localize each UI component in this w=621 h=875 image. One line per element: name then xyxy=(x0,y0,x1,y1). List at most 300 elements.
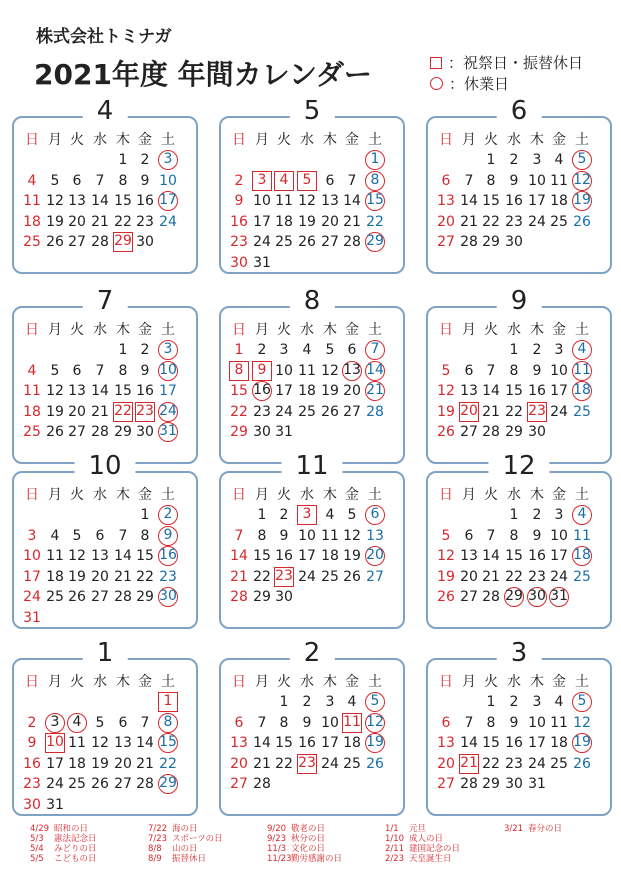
month-label: 11 xyxy=(281,451,342,481)
day-cell: 1 xyxy=(486,694,496,710)
day-cell: 8 xyxy=(279,714,289,731)
day-cell: 6 xyxy=(347,342,357,358)
day-cell: 19 xyxy=(298,213,316,230)
day-cell: 24 xyxy=(275,403,293,420)
day-cell: 1 xyxy=(486,152,496,168)
weekday-label: 月 xyxy=(462,487,476,503)
weekday-label: 日 xyxy=(439,132,453,148)
day-cell: 4 xyxy=(347,694,357,710)
day-cell: 25 xyxy=(573,403,591,420)
day-cell: 16 xyxy=(528,383,546,400)
day-cell: 21 xyxy=(114,568,132,585)
day-cell: 3 xyxy=(27,527,37,544)
day-cell: 25 xyxy=(550,213,568,230)
day-cell: 2 xyxy=(279,507,289,523)
holiday-name: こどもの日 xyxy=(54,854,97,864)
day-cell: 14 xyxy=(136,735,154,752)
day-cell: 9 xyxy=(509,714,519,731)
holiday-list-item xyxy=(30,834,97,844)
holiday-name: 憲法記念日 xyxy=(54,834,97,844)
holiday-name: 敬老の日 xyxy=(291,824,326,834)
day-cell: 25 xyxy=(23,234,41,251)
day-cell: 2 xyxy=(302,694,312,710)
day-cell: 17 xyxy=(253,213,271,230)
day-cell: 26 xyxy=(298,234,316,251)
day-cell: 5 xyxy=(441,362,451,379)
day-cell-company-holiday: 3 xyxy=(158,340,178,360)
weekday-label: 水 xyxy=(507,487,521,503)
day-cell: 7 xyxy=(118,527,128,544)
day-cell: 18 xyxy=(298,383,316,400)
weekday-label: 土 xyxy=(368,674,382,690)
day-cell: 26 xyxy=(46,234,64,251)
day-cell: 22 xyxy=(253,568,271,585)
day-cell: 8 xyxy=(140,527,150,544)
day-cell: 10 xyxy=(321,714,339,731)
holiday-name: 文化の日 xyxy=(291,844,326,854)
day-cell-national-holiday: 22 xyxy=(113,402,133,422)
day-cell-company-holiday: 9 xyxy=(158,526,178,546)
day-cell: 24 xyxy=(550,568,568,585)
month-6 xyxy=(12,451,198,629)
day-cell: 6 xyxy=(234,714,244,731)
day-cell: 18 xyxy=(46,568,64,585)
day-cell-national-holiday: 23 xyxy=(527,402,547,422)
holiday-list-item xyxy=(30,844,97,854)
holiday-list-item xyxy=(30,824,97,834)
month-label: 5 xyxy=(290,96,335,126)
day-cell-company-holiday: 19 xyxy=(572,191,592,211)
day-cell: 11 xyxy=(550,172,568,189)
day-cell: 25 xyxy=(298,403,316,420)
day-cell: 19 xyxy=(437,568,455,585)
day-cell: 27 xyxy=(91,589,109,606)
day-cell: 16 xyxy=(528,548,546,565)
holiday-list-item xyxy=(385,844,460,854)
day-cell-company-holiday: 10 xyxy=(158,361,178,381)
day-cell: 17 xyxy=(23,568,41,585)
day-cell: 2 xyxy=(234,172,244,189)
day-cell-company-holiday: 8 xyxy=(158,713,178,733)
weekday-label: 水 xyxy=(507,132,521,148)
day-cell: 2 xyxy=(509,694,519,710)
day-cell: 27 xyxy=(437,234,455,251)
weekday-label: 水 xyxy=(507,674,521,690)
weekday-label: 木 xyxy=(323,674,337,690)
day-cell: 22 xyxy=(482,755,500,772)
weekday-label: 火 xyxy=(70,132,84,148)
day-cell: 1 xyxy=(234,342,244,358)
day-cell: 21 xyxy=(253,755,271,772)
day-cell-company-holiday: 16 xyxy=(158,546,178,566)
day-cell-company-holiday: 31 xyxy=(549,587,569,607)
weekday-label: 月 xyxy=(462,674,476,690)
day-cell: 27 xyxy=(460,424,478,441)
weekday-label: 日 xyxy=(439,674,453,690)
day-cell: 1 xyxy=(509,507,519,523)
day-cell: 16 xyxy=(136,383,154,400)
day-cell: 10 xyxy=(528,172,546,189)
weekday-label: 月 xyxy=(48,674,62,690)
month-8 xyxy=(426,451,612,629)
day-cell: 10 xyxy=(550,527,568,544)
day-cell: 29 xyxy=(136,589,154,606)
day-cell: 16 xyxy=(298,735,316,752)
weekday-label: 金 xyxy=(138,322,152,338)
weekday-label: 火 xyxy=(484,487,498,503)
holiday-name: 振替休日 xyxy=(172,854,207,864)
holiday-name: スポーツの日 xyxy=(172,834,223,844)
day-cell: 11 xyxy=(573,527,591,544)
weekday-label: 火 xyxy=(484,674,498,690)
day-cell: 6 xyxy=(441,172,451,189)
holiday-list xyxy=(30,824,610,870)
day-cell: 29 xyxy=(230,424,248,441)
day-cell: 31 xyxy=(275,424,293,441)
day-cell: 3 xyxy=(554,342,564,358)
month-label: 12 xyxy=(488,451,549,481)
day-cell: 28 xyxy=(136,776,154,793)
day-cell: 23 xyxy=(23,776,41,793)
day-cell: 25 xyxy=(321,568,339,585)
company-name: 株式会社トミナガ xyxy=(36,27,172,47)
day-cell: 29 xyxy=(482,776,500,793)
day-cell: 25 xyxy=(68,776,86,793)
day-cell: 26 xyxy=(366,755,384,772)
day-cell: 22 xyxy=(114,213,132,230)
month-5 xyxy=(426,286,612,464)
day-cell: 1 xyxy=(257,507,267,523)
holiday-list-column xyxy=(148,824,223,864)
month-10 xyxy=(219,638,405,816)
weekday-label: 月 xyxy=(48,322,62,338)
day-cell: 19 xyxy=(437,403,455,420)
day-cell: 18 xyxy=(550,735,568,752)
day-cell: 12 xyxy=(68,548,86,565)
day-cell: 10 xyxy=(159,172,177,189)
day-cell: 26 xyxy=(68,589,86,606)
day-cell: 7 xyxy=(257,714,267,731)
day-cell: 13 xyxy=(230,735,248,752)
day-cell: 27 xyxy=(437,776,455,793)
day-cell: 8 xyxy=(118,172,128,189)
day-cell: 28 xyxy=(366,403,384,420)
day-cell: 4 xyxy=(325,507,335,523)
legend xyxy=(430,52,583,94)
weekday-label: 火 xyxy=(277,487,291,503)
day-cell: 28 xyxy=(460,776,478,793)
day-cell: 27 xyxy=(321,234,339,251)
day-cell: 11 xyxy=(68,735,86,752)
day-cell: 28 xyxy=(482,589,500,606)
day-cell: 27 xyxy=(114,776,132,793)
month-label: 3 xyxy=(497,638,542,668)
day-cell: 20 xyxy=(68,213,86,230)
day-cell: 16 xyxy=(275,548,293,565)
day-cell-company-holiday: 11 xyxy=(572,361,592,381)
holiday-date: 5/5 xyxy=(30,854,44,864)
day-cell: 16 xyxy=(505,735,523,752)
day-cell: 30 xyxy=(528,424,546,441)
day-cell: 5 xyxy=(441,527,451,544)
weekday-label: 火 xyxy=(70,487,84,503)
day-cell: 30 xyxy=(23,797,41,813)
day-cell: 12 xyxy=(91,735,109,752)
day-cell: 1 xyxy=(509,342,519,358)
day-cell: 23 xyxy=(230,234,248,251)
circle-mark-icon xyxy=(430,77,443,90)
day-cell: 28 xyxy=(460,234,478,251)
holiday-date: 8/8 xyxy=(148,844,162,854)
weekday-label: 木 xyxy=(323,132,337,148)
day-cell: 4 xyxy=(554,694,564,710)
day-cell: 1 xyxy=(140,507,150,523)
holiday-name: 海の日 xyxy=(172,824,198,834)
day-cell-national-holiday: 3 xyxy=(297,505,317,525)
holiday-list-column xyxy=(267,824,342,864)
holiday-date: 9/23 xyxy=(267,834,287,844)
holiday-date: 11/3 xyxy=(267,844,287,854)
day-cell: 26 xyxy=(437,424,455,441)
day-cell: 9 xyxy=(509,172,519,189)
day-cell: 6 xyxy=(464,362,474,379)
day-cell: 3 xyxy=(325,694,335,710)
day-cell: 12 xyxy=(46,383,64,400)
day-cell: 8 xyxy=(486,172,496,189)
weekday-label: 水 xyxy=(300,132,314,148)
day-cell: 22 xyxy=(482,213,500,230)
day-cell-national-holiday: 1 xyxy=(158,692,178,712)
weekday-header xyxy=(12,320,198,340)
day-cell: 27 xyxy=(68,234,86,251)
day-cell: 31 xyxy=(46,797,64,813)
day-cell: 9 xyxy=(302,714,312,731)
day-cell: 21 xyxy=(482,403,500,420)
day-cell: 15 xyxy=(230,383,248,400)
day-cell: 20 xyxy=(460,568,478,585)
day-cell: 8 xyxy=(509,362,519,379)
day-cell: 30 xyxy=(230,255,248,271)
day-cell: 17 xyxy=(528,735,546,752)
day-cell: 27 xyxy=(460,589,478,606)
month-label: 10 xyxy=(74,451,135,481)
holiday-list-item xyxy=(267,844,342,854)
holiday-list-item xyxy=(267,854,342,864)
day-cell: 17 xyxy=(298,548,316,565)
weekday-label: 月 xyxy=(462,322,476,338)
day-cell: 11 xyxy=(550,714,568,731)
day-cell: 21 xyxy=(136,755,154,772)
day-cell: 24 xyxy=(550,403,568,420)
holiday-date: 2/11 xyxy=(385,844,405,854)
day-cell: 13 xyxy=(321,193,339,210)
weekday-header xyxy=(219,130,405,150)
weekday-label: 金 xyxy=(345,674,359,690)
day-cell: 18 xyxy=(68,755,86,772)
day-cell: 10 xyxy=(23,548,41,565)
day-cell: 18 xyxy=(343,735,361,752)
day-cell: 25 xyxy=(23,424,41,441)
day-cell: 24 xyxy=(159,213,177,230)
weekday-label: 土 xyxy=(161,132,175,148)
day-cell: 24 xyxy=(253,234,271,251)
legend-national-holiday-label: ：祝祭日・振替休日 xyxy=(448,54,584,72)
day-cell: 7 xyxy=(464,714,474,731)
weekday-label: 水 xyxy=(507,322,521,338)
day-cell: 20 xyxy=(343,383,361,400)
weekday-label: 日 xyxy=(439,487,453,503)
day-cell-company-holiday: 5 xyxy=(365,692,385,712)
day-cell-company-holiday: 17 xyxy=(158,191,178,211)
day-cell: 30 xyxy=(253,424,271,441)
weekday-label: 金 xyxy=(345,132,359,148)
holiday-date: 1/1 xyxy=(385,824,399,834)
day-cell: 25 xyxy=(573,568,591,585)
day-cell-national-holiday: 23 xyxy=(297,754,317,774)
day-cell: 1 xyxy=(118,342,128,358)
holiday-list-item xyxy=(385,824,460,834)
weekday-header xyxy=(12,672,198,692)
day-cell: 17 xyxy=(275,383,293,400)
weekday-label: 火 xyxy=(277,674,291,690)
day-cell: 30 xyxy=(136,424,154,441)
day-cell: 11 xyxy=(298,362,316,379)
weekday-label: 木 xyxy=(530,132,544,148)
weekday-header xyxy=(219,320,405,340)
day-cell: 22 xyxy=(159,755,177,772)
day-cell-company-holiday: 24 xyxy=(158,402,178,422)
day-cell: 23 xyxy=(528,568,546,585)
holiday-date: 7/23 xyxy=(148,834,168,844)
day-cell: 22 xyxy=(230,403,248,420)
day-cell: 15 xyxy=(253,548,271,565)
month-1 xyxy=(219,96,405,274)
day-cell: 22 xyxy=(505,403,523,420)
day-cell: 2 xyxy=(27,714,37,731)
day-cell-company-holiday: 19 xyxy=(365,733,385,753)
day-cell: 5 xyxy=(95,714,105,731)
month-11 xyxy=(426,638,612,816)
day-cell: 25 xyxy=(275,234,293,251)
day-cell-national-holiday: 11 xyxy=(342,713,362,733)
day-cell: 5 xyxy=(72,527,82,544)
day-cell: 13 xyxy=(114,735,132,752)
day-cell: 29 xyxy=(505,424,523,441)
day-cell-national-holiday: 4 xyxy=(274,171,294,191)
day-cell: 27 xyxy=(68,424,86,441)
day-cell: 18 xyxy=(321,548,339,565)
day-cell-national-holiday: 23 xyxy=(274,567,294,587)
weekday-label: 土 xyxy=(161,674,175,690)
day-cell: 14 xyxy=(91,193,109,210)
day-cell-company-holiday: 29 xyxy=(158,774,178,794)
weekday-label: 木 xyxy=(323,487,337,503)
day-cell-company-holiday: 6 xyxy=(365,505,385,525)
day-cell: 11 xyxy=(275,193,293,210)
holiday-list-item xyxy=(148,854,223,864)
day-cell: 7 xyxy=(486,362,496,379)
day-cell: 7 xyxy=(486,527,496,544)
day-cell: 4 xyxy=(554,152,564,168)
weekday-label: 土 xyxy=(368,322,382,338)
day-cell: 21 xyxy=(343,213,361,230)
day-cell: 2 xyxy=(509,152,519,168)
day-cell: 21 xyxy=(482,568,500,585)
day-cell: 31 xyxy=(23,610,41,626)
weekday-label: 土 xyxy=(575,487,589,503)
day-cell: 4 xyxy=(27,362,37,379)
day-cell: 21 xyxy=(91,403,109,420)
weekday-label: 金 xyxy=(552,487,566,503)
day-cell: 17 xyxy=(46,755,64,772)
weekday-header xyxy=(219,672,405,692)
day-cell-national-holiday: 21 xyxy=(459,754,479,774)
day-cell-national-holiday: 8 xyxy=(229,361,249,381)
day-cell: 11 xyxy=(23,193,41,210)
day-cell-company-holiday: 1 xyxy=(365,150,385,170)
day-cell: 9 xyxy=(140,172,150,189)
day-cell: 26 xyxy=(343,568,361,585)
holiday-date: 2/23 xyxy=(385,854,405,864)
day-cell: 11 xyxy=(321,527,339,544)
day-cell: 19 xyxy=(46,213,64,230)
day-cell: 12 xyxy=(46,193,64,210)
holiday-date: 7/22 xyxy=(148,824,168,834)
day-cell: 23 xyxy=(159,568,177,585)
month-label: 7 xyxy=(83,286,128,316)
day-cell: 11 xyxy=(46,548,64,565)
day-cell: 13 xyxy=(68,193,86,210)
day-cell: 13 xyxy=(460,548,478,565)
weekday-label: 月 xyxy=(48,487,62,503)
day-cell: 14 xyxy=(482,383,500,400)
weekday-label: 金 xyxy=(138,132,152,148)
weekday-header xyxy=(426,130,612,150)
weekday-label: 木 xyxy=(116,322,130,338)
day-cell: 21 xyxy=(230,568,248,585)
weekday-label: 火 xyxy=(277,132,291,148)
day-cell: 24 xyxy=(46,776,64,793)
day-cell-company-holiday: 7 xyxy=(365,340,385,360)
day-cell: 18 xyxy=(23,403,41,420)
day-cell: 6 xyxy=(118,714,128,731)
day-cell: 28 xyxy=(343,234,361,251)
day-cell: 7 xyxy=(347,172,357,189)
day-cell: 13 xyxy=(460,383,478,400)
day-cell: 22 xyxy=(366,213,384,230)
day-cell: 18 xyxy=(550,193,568,210)
holiday-date: 9/20 xyxy=(267,824,287,834)
month-9 xyxy=(12,638,198,816)
day-cell: 16 xyxy=(230,213,248,230)
weekday-label: 月 xyxy=(255,132,269,148)
month-0 xyxy=(12,96,198,274)
day-cell: 13 xyxy=(91,548,109,565)
day-cell: 24 xyxy=(298,568,316,585)
holiday-name: 秋分の日 xyxy=(291,834,326,844)
holiday-date: 4/29 xyxy=(30,824,50,834)
holiday-list-item xyxy=(267,824,342,834)
day-cell: 19 xyxy=(68,568,86,585)
weekday-label: 金 xyxy=(345,487,359,503)
day-cell: 12 xyxy=(437,383,455,400)
holiday-list-item xyxy=(148,834,223,844)
day-cell: 12 xyxy=(321,362,339,379)
day-cell: 4 xyxy=(50,527,60,544)
weekday-label: 月 xyxy=(48,132,62,148)
legend-company-holiday xyxy=(430,73,583,94)
day-cell: 29 xyxy=(114,424,132,441)
